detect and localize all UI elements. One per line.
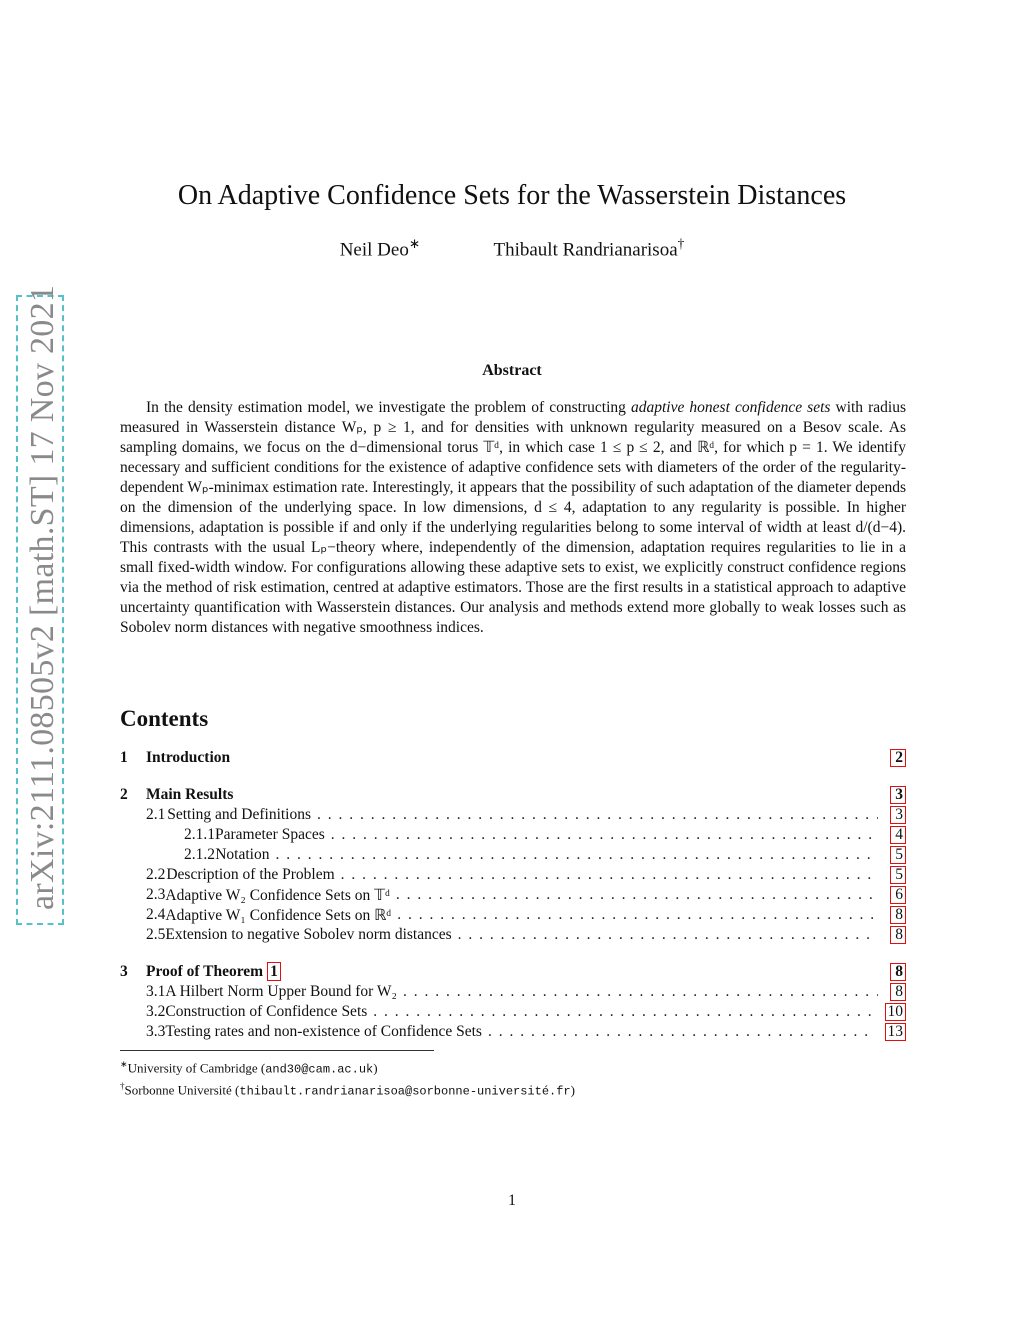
footnote-affiliation: Sorbonne Université [124,1082,232,1098]
abstract-body [120,398,906,638]
toc-entry[interactable] [120,845,906,865]
toc-entry[interactable] [120,962,906,982]
toc-dot-leader [488,1023,873,1041]
author-footnote-mark[interactable]: † [677,236,685,251]
toc-entry-title-text: Construction of Confidence Sets [165,1003,368,1020]
toc-entry-number: 2.4 [146,906,166,923]
toc-entry-title-text: Adaptive W₂ Confidence Sets on 𝕋ᵈ [165,886,390,904]
toc-entry-title [165,926,457,944]
toc-page-link[interactable]: 8 [890,906,906,924]
toc-entry[interactable] [120,865,906,885]
theorem-link[interactable]: 1 [267,962,281,981]
toc-entry-title-text: Extension to negative Sobolev norm distances [165,926,452,943]
toc-entry-number: 2.2 [146,866,166,883]
author-list [120,236,904,261]
toc-dot-leader [341,866,878,884]
footnote-email[interactable]: and30@cam.ac.uk [265,1062,374,1077]
toc-entry-title [146,963,287,981]
footnote-1: ∗University of Cambridge (and30@cam.ac.uk) [120,1059,378,1077]
toc-entry-number: 3.1 [146,983,166,1000]
toc-entry-number: 2.1.2 [184,846,215,863]
arxiv-identifier[interactable]: arXiv:2111.08505v2 [math.ST] 17 Nov 2021 [24,284,61,910]
toc-entry[interactable] [120,982,906,1002]
toc-entry-title [146,786,239,804]
author-name: Thibault Randrianarisoa [493,239,678,261]
toc-entry-title-text: Testing rates and non-existence of Confidence Sets [165,1023,482,1040]
footnote-2: †Sorbonne Université (thibault.randrianarisoa@sorbonne-université.fr) [120,1081,575,1099]
author-footnote-mark[interactable]: ∗ [408,236,420,251]
page-number: 1 [508,1192,516,1209]
toc-page-link[interactable]: 3 [890,806,906,824]
author-name: Neil Deo [339,239,409,261]
author-1 [340,236,420,261]
toc-entry[interactable] [120,748,906,768]
footnote-affiliation: University of Cambridge [127,1060,258,1076]
toc-entry-title-text: Description of the Problem [166,866,335,883]
toc-page-link[interactable]: 8 [890,983,906,1001]
contents-heading: Contents [120,706,209,731]
toc-entry[interactable] [120,785,906,805]
toc-entry-title-text: Introduction [146,749,231,766]
toc-page-link[interactable]: 3 [890,786,906,804]
toc-page-link[interactable]: 2 [890,749,906,767]
table-of-contents [120,748,906,1042]
toc-entry-title [165,983,403,1001]
footnote-mark: ∗ [120,1059,128,1069]
toc-entry-title-text: A Hilbert Norm Upper Bound for W₂ [165,983,397,1000]
footnote-email[interactable]: thibault.randrianarisoa@sorbonne-université.fr [239,1084,571,1099]
toc-entry-title [165,906,397,925]
toc-dot-leader [397,906,878,924]
toc-entry[interactable] [120,905,906,925]
toc-page-link[interactable]: 8 [890,926,906,944]
toc-dot-leader [396,886,878,904]
toc-dot-leader [373,1003,872,1021]
toc-entry-title-text: Notation [215,846,270,863]
toc-page-link[interactable]: 8 [890,963,906,981]
toc-entry-title-text: Setting and Definitions [167,806,312,823]
abstract-heading: Abstract [482,362,542,379]
toc-entry-number: 2 [120,786,128,803]
toc-dot-leader [275,846,878,864]
footnote-mark: † [120,1081,125,1092]
toc-page-link[interactable]: 5 [890,866,906,884]
toc-dot-leader [331,826,878,844]
toc-entry-title [167,806,317,824]
toc-page-link[interactable]: 6 [890,886,906,904]
toc-entry[interactable] [120,805,906,825]
toc-entry-title-text: Adaptive W₁ Confidence Sets on ℝᵈ [165,906,392,924]
toc-entry-number: 2.1.1 [184,826,215,843]
toc-page-link[interactable]: 13 [885,1023,907,1041]
toc-page-link[interactable]: 5 [890,846,906,864]
footnotes [120,1056,575,1101]
toc-entry-title-text: Parameter Spaces [215,826,325,843]
toc-entry-number: 3.2 [146,1003,166,1020]
toc-entry-title [215,846,275,864]
toc-entry-title [215,826,331,844]
toc-entry-number: 3 [120,963,128,980]
toc-entry-number: 1 [120,749,128,766]
toc-entry[interactable] [120,1022,906,1042]
toc-entry-title [165,1003,373,1021]
toc-entry[interactable] [120,885,906,905]
abstract-text-rest: with radius measured in Wasserstein distance Wₚ, p ≥ 1, and for densities with unknown regularity measured on a Besov scale. As sampling domains, we focus on the d−dimensional torus 𝕋ᵈ, in which case 1 ≤ p ≤ 2, and ℝᵈ, for which p = 1. We identify necessary and sufficient conditions for the existence of adaptive confidence sets with diameters of the order of the regularity-dependent Wₚ-minimax estimation rate. Interestingly, it appears that the possibility of such adaptation of the diameter depends on the dimension of the underlying space. In low dimensions, d ≤ 4, adaptation to any regularity is possible. In higher dimensions, adaptation is possible if and only if the underlying regularities belong to some interval of width at least d/(d−4). This contrasts with the usual Lₚ−theory where, independently of the dimension, adaptation requires regularities to lie in a small fixed-width window. For configurations allowing these adaptive sets to exist, we explicitly construct confidence regions via the method of risk estimation, centred at adaptive estimators. Those are the first results in a statistical approach to adaptive uncertainty quantification with Wasserstein distances. Our analysis and methods extend more globally to weak losses such as Sobolev norm distances with negative smoothness indices. [120,399,907,636]
toc-dot-leader [317,806,878,824]
toc-entry-title-text: Proof of Theorem [146,963,264,980]
toc-page-link[interactable]: 10 [885,1003,907,1021]
toc-entry-title [165,1023,488,1041]
toc-entry-title-text: Main Results [146,786,234,803]
toc-dot-leader [403,983,878,1001]
footnote-rule [120,1050,434,1051]
abstract-text-start: In the density estimation model, we investigate the problem of constructing [146,399,626,416]
toc-entry-title [165,886,396,905]
toc-entry-number: 2.5 [146,926,166,943]
toc-entry-number: 2.1 [146,806,166,823]
toc-dot-leader [458,926,878,944]
toc-entry-number: 3.3 [146,1023,166,1040]
abstract-emphasis: adaptive honest confidence sets [630,399,831,416]
toc-entry[interactable] [120,1002,906,1022]
toc-entry-title [146,749,236,767]
toc-page-link[interactable]: 4 [890,826,906,844]
toc-entry-title [166,866,340,884]
paper-title: On Adaptive Confidence Sets for the Wasserstein Distances [177,180,847,211]
toc-entry[interactable] [120,825,906,845]
author-2 [493,236,684,261]
toc-entry-number: 2.3 [146,886,166,903]
toc-entry[interactable] [120,925,906,945]
